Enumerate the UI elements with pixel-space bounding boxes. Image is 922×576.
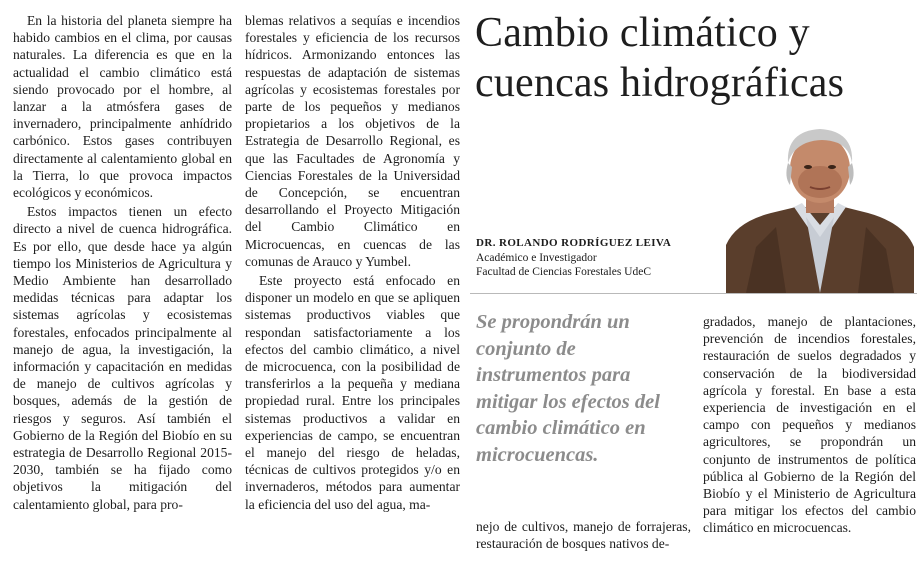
pull-quote: Se propondrán un conjunto de instrumentos para mitigar los efectos del cambio climático en microcuencas. [476, 311, 660, 466]
body-paragraph: nejo de cultivos, manejo de forrajeras, restauración de bosques nativos de- [476, 519, 691, 552]
section-divider [470, 293, 917, 294]
article-column-2 [245, 12, 460, 515]
article-column-3 [476, 518, 691, 554]
author-affiliation: Facultad de Ciencias Forestales UdeC [476, 266, 652, 278]
body-paragraph: Este proyecto está enfocado en disponer un modelo en que se apliquen sistemas productivos viables que respondan satisfactoriamente a los efectos del cambio climático, a nivel de microcuenca, con la posibilidad de transferirlos a la pequeña y mediana propiedad rural. Entre los principales sistemas productivos a validar en experiencias de campo, se encuentran el manejo del riesgo de heladas, técnicas de cultivos protegidos y/o en invernaderos, métodos para aumentar la eficiencia del uso del agua, ma- [245, 273, 460, 512]
body-paragraph: Estos impactos tienen un efecto directo a nivel de cuenca hidrográfica. Es por ello, que desde hace ya algún tiempo los Ministerios de Agricultura y Medio Ambiente han desarrollado medidas técnicas para adaptar los sistemas agrícolas y ecosistemas forestales, enfocados principalmente al manejo de agua, la investigación, la información y capacitación en medidas de manejo de cultivos agrícolas y bosques, además de la gestión de riesgos y seguros. Así también el Gobierno de la Región del Biobío en su estrategia de Desarrollo Regional 2015-2030, también se ha fijado como objetivos la mitigación del calentamiento global, para pro- [13, 204, 232, 512]
body-paragraph: blemas relativos a sequías e incendios forestales y eficiencia de los recursos hídricos. Armonizando entonces las respuestas de adaptación de sistemas agrícolas y ecosistemas forestales por parte de los pequeños y medianos propietarios a los objetivos de la Estrategia de Desarrollo Regional, es que las Facultades de Agronomía y Ciencias Forestales de la Universidad de Concepción, se encuentran desarrollando el Proyecto Mitigación del Cambio Climático en Microcuencas, en cuencas de las comunas de Arauco y Yumbel. [245, 13, 460, 269]
author-name: DR. ROLANDO RODRÍGUEZ LEIVA [476, 237, 672, 249]
body-paragraph: En la historia del planeta siempre ha habido cambios en el clima, por causas naturales. La diferencia es que en la actualidad el cambio climático está siendo provocado por el hombre, al lanzar a la atmósfera gases de invernadero, principalmente anhídrido carbónico. Estos gases contribuyen directamente al calentamiento global en la Tierra, lo que provoca impactos ecológicos y económicos. [13, 13, 232, 201]
body-paragraph: gradados, manejo de plantaciones, prevención de incendios forestales, restauración de suelos degradados y conservación de la biodiversidad agrícola y forestal. En base a esta experiencia de investigación en el campo con pequeños y medianos agricultores, se propondrán un conjunto de instrumentos de política pública al Gobierno de la Región del Biobío y el Ministerio de Agricultura para mitigar los efectos del cambio climático en microcuencas. [703, 314, 916, 536]
headline-line-1: Cambio climático y [475, 10, 810, 56]
headline-line-2: cuencas hidrográficas [475, 60, 845, 106]
author-photo [726, 127, 914, 293]
author-role: Académico e Investigador [476, 251, 597, 264]
author-byline [476, 236, 726, 280]
article-headline [475, 8, 915, 108]
article-column-1 [13, 12, 232, 515]
article-column-4 [703, 313, 916, 539]
